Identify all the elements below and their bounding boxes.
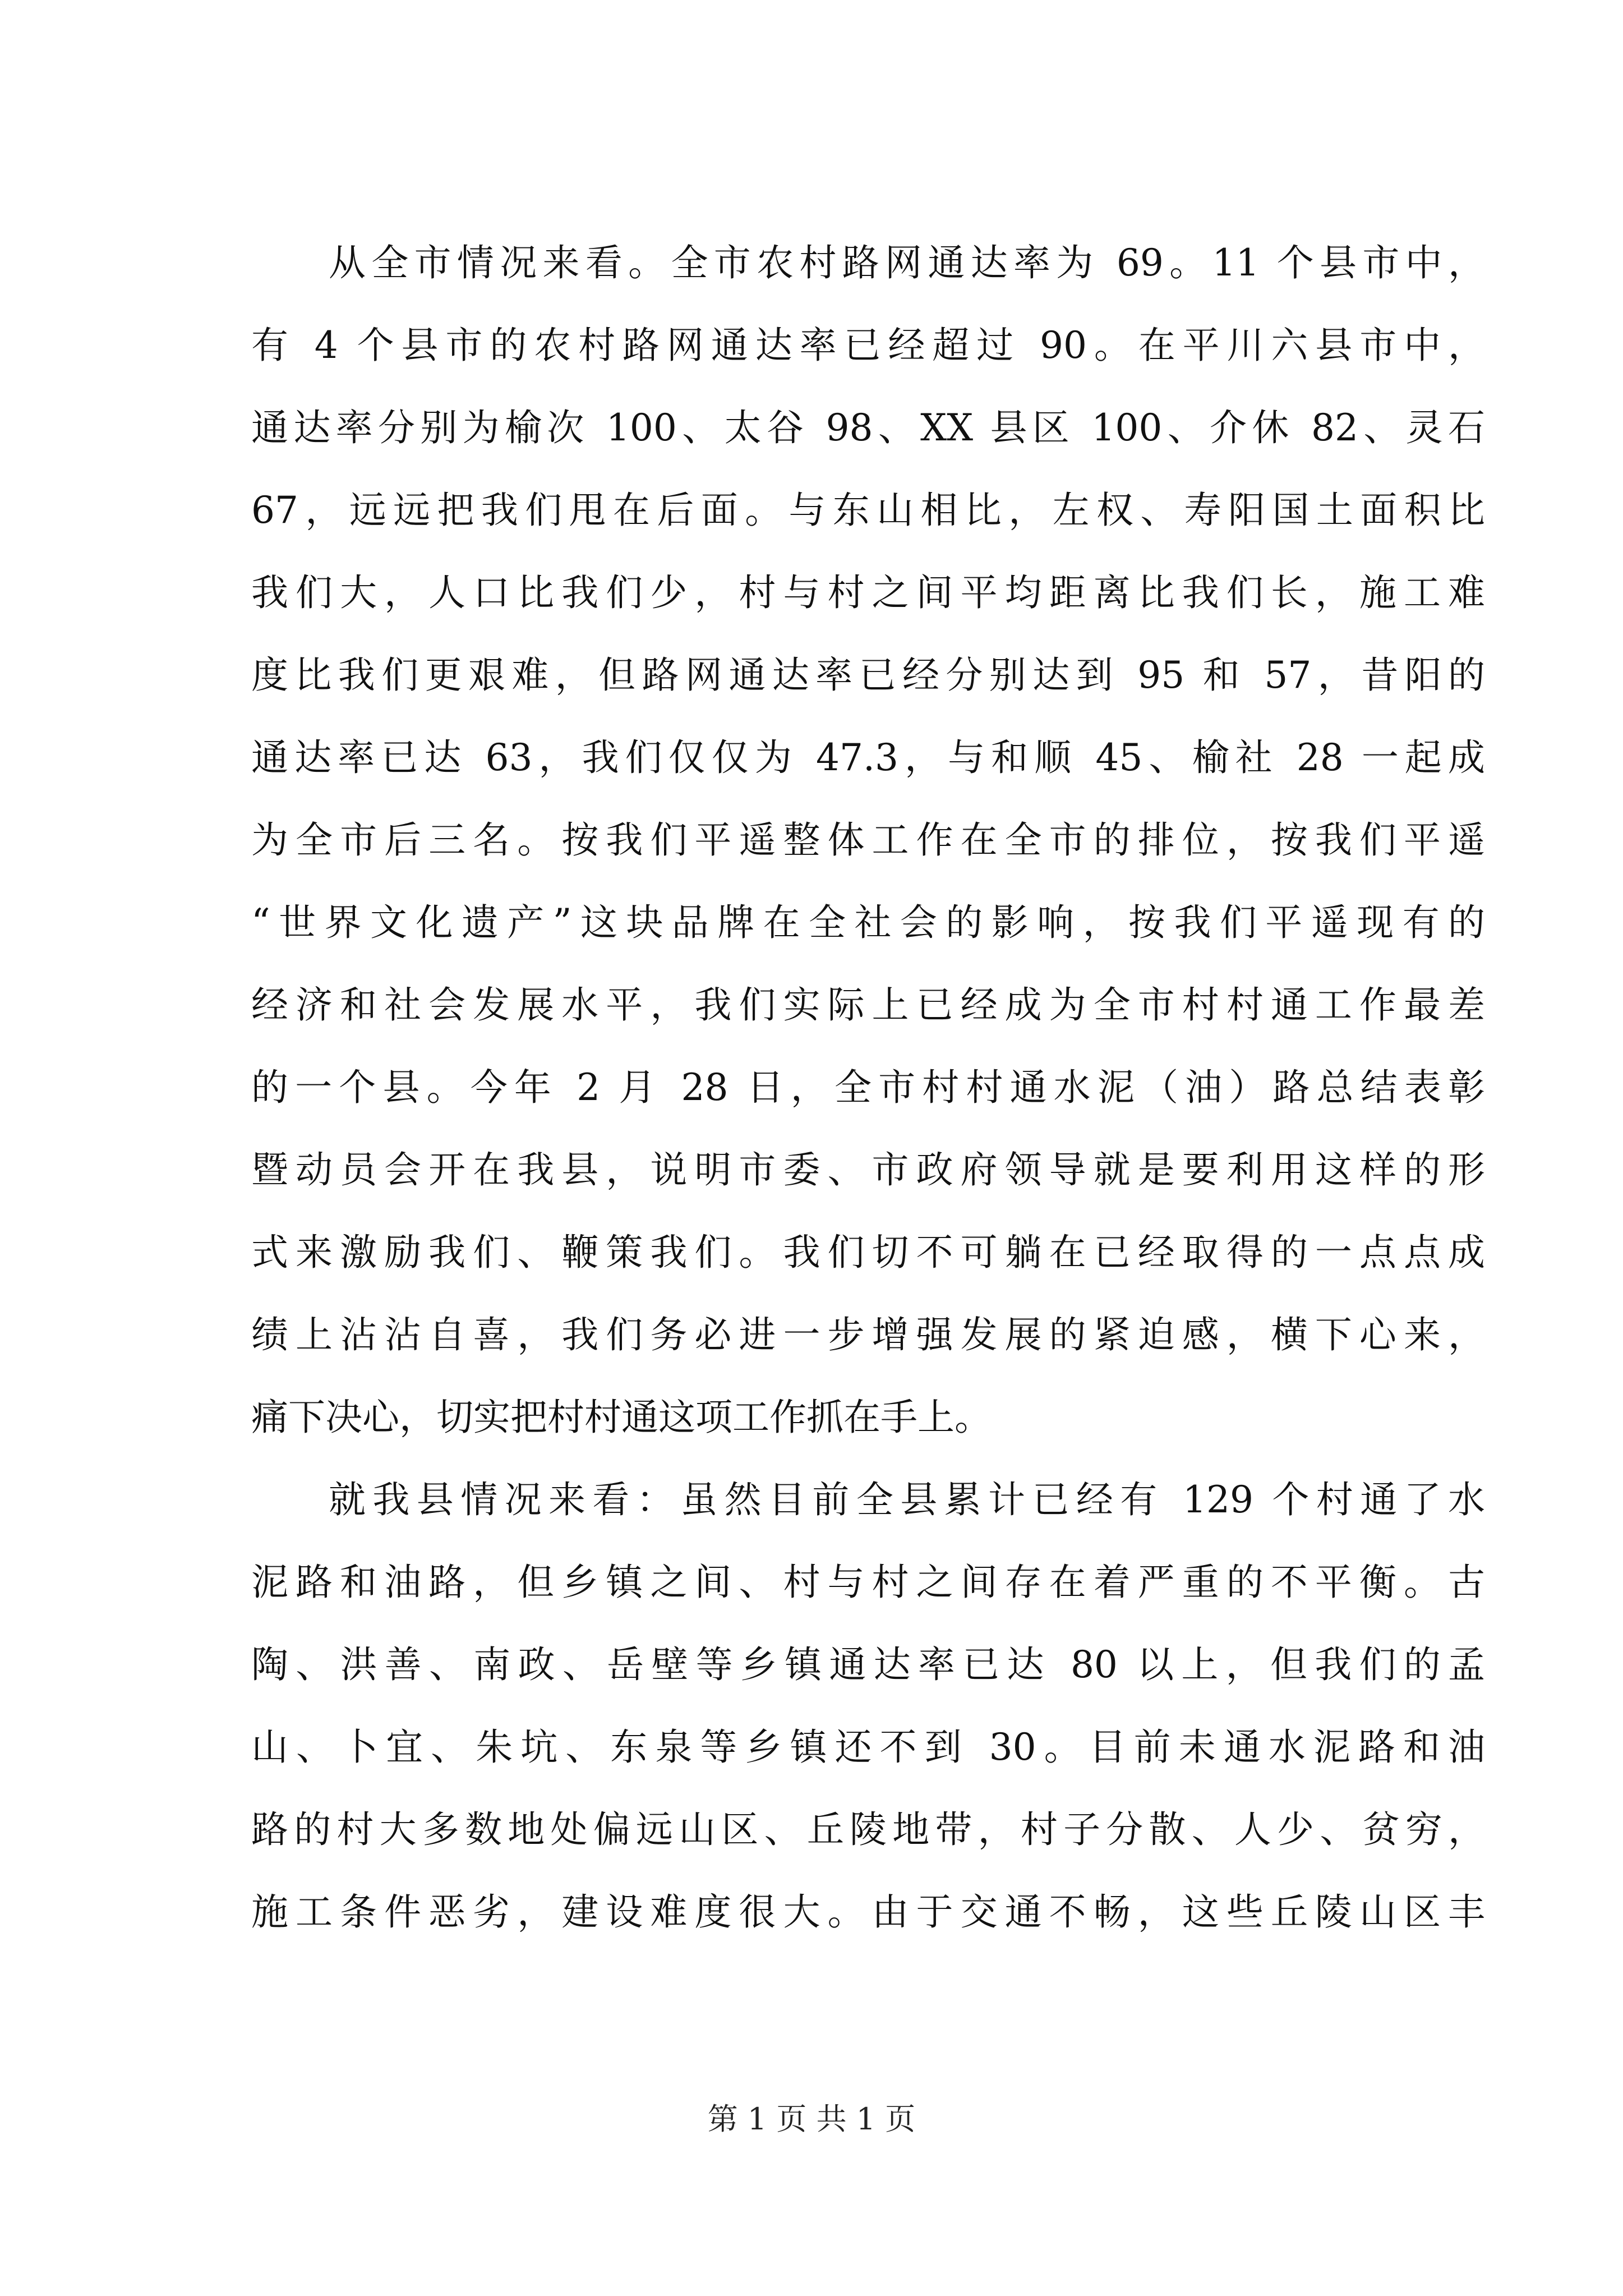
paragraph-line: 暨动员会开在我县，说明市委、市政府领导就是要利用这样的形 xyxy=(251,1148,1485,1191)
paragraph-line: 路的村大多数地处偏远山区、丘陵地带，村子分散、人少、贫穷， xyxy=(251,1808,1485,1851)
paragraph-line: 通达率分别为榆次 100、太谷 98、XX 县区 100、介休 82、灵石 xyxy=(251,406,1485,449)
paragraph-line: 我们大，人口比我们少，村与村之间平均距离比我们长，施工难 xyxy=(251,571,1485,614)
paragraph-line: 痛下决心，切实把村村通这项工作抓在手上。 xyxy=(251,1396,992,1439)
paragraph-line: 67，远远把我们甩在后面。与东山相比，左权、寿阳国土面积比 xyxy=(251,489,1485,532)
paragraph-line: 为全市后三名。按我们平遥整体工作在全市的排位，按我们平遥 xyxy=(251,818,1485,862)
paragraph-line: 经济和社会发展水平，我们实际上已经成为全市村村通工作最差 xyxy=(251,983,1485,1027)
page-number-footer: 第 1 页 共 1 页 xyxy=(707,2101,916,2137)
paragraph-line: 有 4 个县市的农村路网通达率已经超过 90。在平川六县市中， xyxy=(251,324,1485,367)
paragraph-line: 通达率已达 63，我们仅仅为 47.3，与和顺 45、榆社 28 一起成 xyxy=(251,736,1485,779)
document-body xyxy=(251,222,1485,1953)
paragraph-line: 度比我们更艰难，但路网通达率已经分别达到 95 和 57，昔阳的 xyxy=(251,654,1485,697)
paragraph-line: 绩上沾沾自喜，我们务必进一步增强发展的紧迫感，横下心来， xyxy=(251,1313,1485,1356)
paragraph-line: 山、卜宜、朱坑、东泉等乡镇还不到 30。目前未通水泥路和油 xyxy=(251,1726,1485,1769)
paragraph-line: 的一个县。今年 2 月 28 日，全市村村通水泥（油）路总结表彰 xyxy=(251,1066,1485,1109)
paragraph-line: 就我县情况来看：虽然目前全县累计已经有 129 个村通了水 xyxy=(329,1478,1485,1521)
paragraph-line: 陶、洪善、南政、岳壁等乡镇通达率已达 80 以上，但我们的孟 xyxy=(251,1643,1485,1686)
paragraph-line: 泥路和油路，但乡镇之间、村与村之间存在着严重的不平衡。古 xyxy=(251,1561,1485,1604)
paragraph-line: “世界文化遗产”这块品牌在全社会的影响，按我们平遥现有的 xyxy=(251,901,1485,944)
paragraph-line: 式来激励我们、鞭策我们。我们切不可躺在已经取得的一点点成 xyxy=(251,1231,1485,1274)
paragraph-line: 施工条件恶劣，建设难度很大。由于交通不畅，这些丘陵山区丰 xyxy=(251,1890,1485,1934)
paragraph-line: 从全市情况来看。全市农村路网通达率为 69。11 个县市中， xyxy=(329,241,1485,284)
